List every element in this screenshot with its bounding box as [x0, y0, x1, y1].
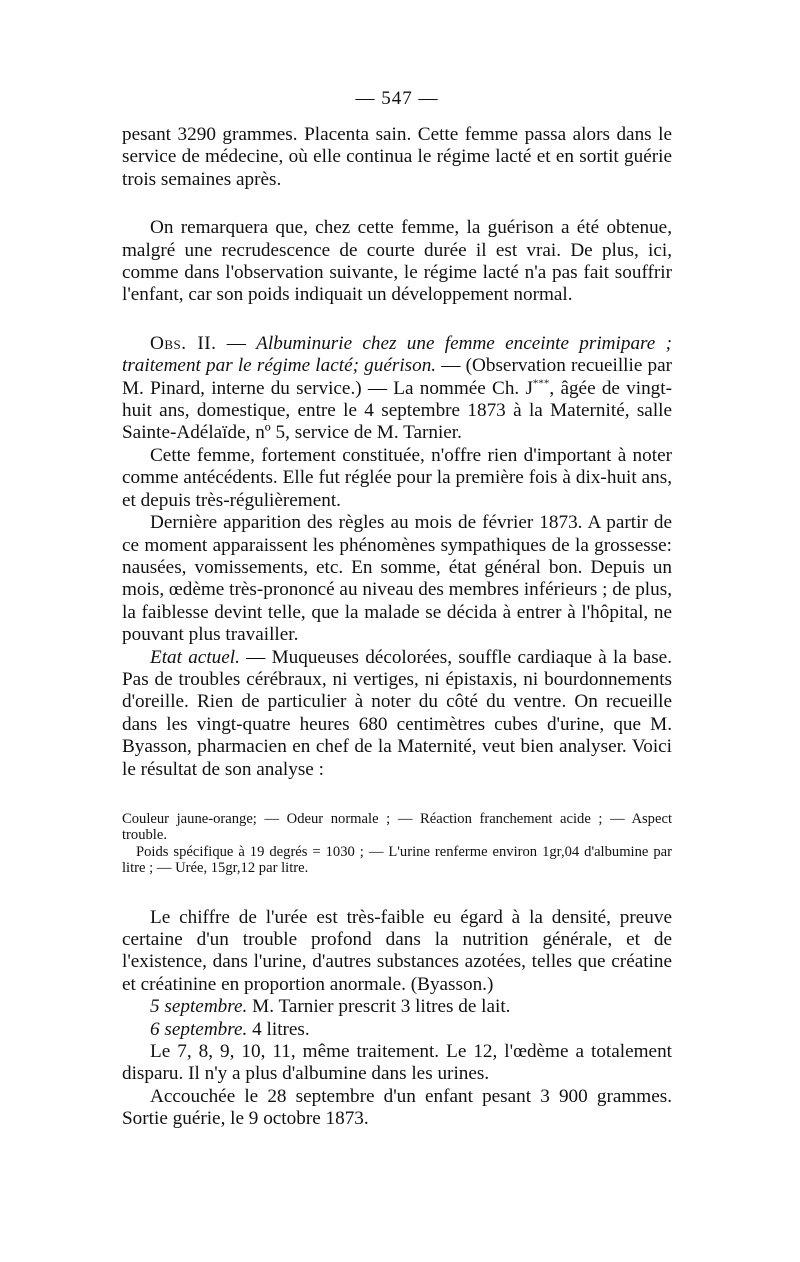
analysis-line-2: Poids spécifique à 19 degrés = 1030 ; — L'urine renferme environ 1gr,04 d'albumine par litre ; — Urée, 15gr,12 par litre.: [122, 843, 672, 877]
paragraph-delivery: Accouchée le 28 septembre d'un enfant pesant 3 900 grammes. Sortie guérie, le 9 octobre 1873.: [122, 1085, 672, 1130]
observation-title: Albuminurie chez une femme enceinte primipare ; traitement par le régime lacté; guérison.: [122, 332, 672, 377]
observation-dash: —: [216, 332, 257, 354]
observation-intro-a: — (Observation recueillie par M. Pinard, interne du service.) — La nommée Ch. J: [122, 355, 673, 399]
date-sept-6: 6 septembre.: [150, 1018, 248, 1040]
text-sept-6: 4 litres.: [247, 1018, 310, 1040]
analysis-line-1: Couleur jaune-orange; — Odeur normale ; — Réaction franchement acide ; — Aspect trouble.: [122, 810, 672, 844]
text-sept-5: M. Tarnier prescrit 3 litres de lait.: [247, 996, 511, 1018]
observation-heading-paragraph: [122, 333, 672, 445]
paragraph-remark: On remarquera que, chez cette femme, la guérison a été obtenue, malgré une recrudescence de courte durée il est vrai. De plus, ici, comme dans l'observation suivante, le régime lacté n'a pas fait souffrir l'enfant, car son poids indiquait un développement normal.: [122, 217, 672, 306]
date-sept-5: 5 septembre.: [150, 996, 248, 1018]
observation-asterisks: ***: [532, 377, 550, 390]
book-page: [122, 88, 672, 1131]
page-number: — 547 —: [355, 88, 439, 109]
paragraph-current-state: [122, 647, 672, 781]
paragraph-continuation: pesant 3290 grammes. Placenta sain. Cette femme passa alors dans le service de médecine, où elle continua le régime lacté et en sortit guérie trois semaines après.: [122, 124, 672, 190]
urine-analysis-block: [122, 811, 672, 877]
paragraph-history: Dernière apparition des règles au mois de février 1873. A partir de ce moment apparaissent les phénomènes sympathiques de la grossesse: nausées, vomissements, etc. En somme, état général bon. Depuis un mois, œdème très-prononcé au niveau des membres inférieurs ; de plus, la faiblesse devint telle, que la malade se décida à entrer à l'hôpital, ne pouvant plus travailler.: [122, 512, 672, 646]
observation-label: Obs. II.: [150, 332, 217, 354]
paragraph-antecedents: Cette femme, fortement constituée, n'offre rien d'important à noter comme antécédents. Elle fut réglée pour la première fois à dix-huit ans, et depuis très-régulièrement.: [122, 444, 672, 511]
observation-intro-b: , âgée de vingt-huit ans, domestique, entre le 4 septembre 1873 à la Maternité, salle Sainte-Adélaïde, nº 5, service de M. Tarnier.: [122, 377, 672, 444]
paragraph-treatment: Le 7, 8, 9, 10, 11, même traitement. Le 12, l'œdème a totalement disparu. Il n'y a plus d'albumine dans les urines.: [122, 1041, 672, 1085]
current-state-label: Etat actuel.: [150, 646, 240, 668]
paragraph-urea-comment: Le chiffre de l'urée est très-faible eu égard à la densité, preuve certaine d'un trouble profond dans la nutrition générale, et de l'existence, dans l'urine, d'autres substances azotées, telles que créatine et créatinine en proportion anormale. (Byasson.): [122, 906, 672, 995]
paragraph-sept-6: [122, 1019, 672, 1041]
paragraph-sept-5: [122, 996, 672, 1018]
current-state-text: — Muqueuses décolorées, souffle cardiaque à la base. Pas de troubles cérébraux, ni vertiges, ni épistaxis, ni bourdonnements d'oreille. Rien de particulier à noter du côté du ventre. On recueille dans les vingt-quatre heures 680 centimètres cubes d'urine, que M. Byasson, pharmacien en chef de la Maternité, veut bien analyser. Voici le résultat de son analyse :: [122, 646, 672, 780]
